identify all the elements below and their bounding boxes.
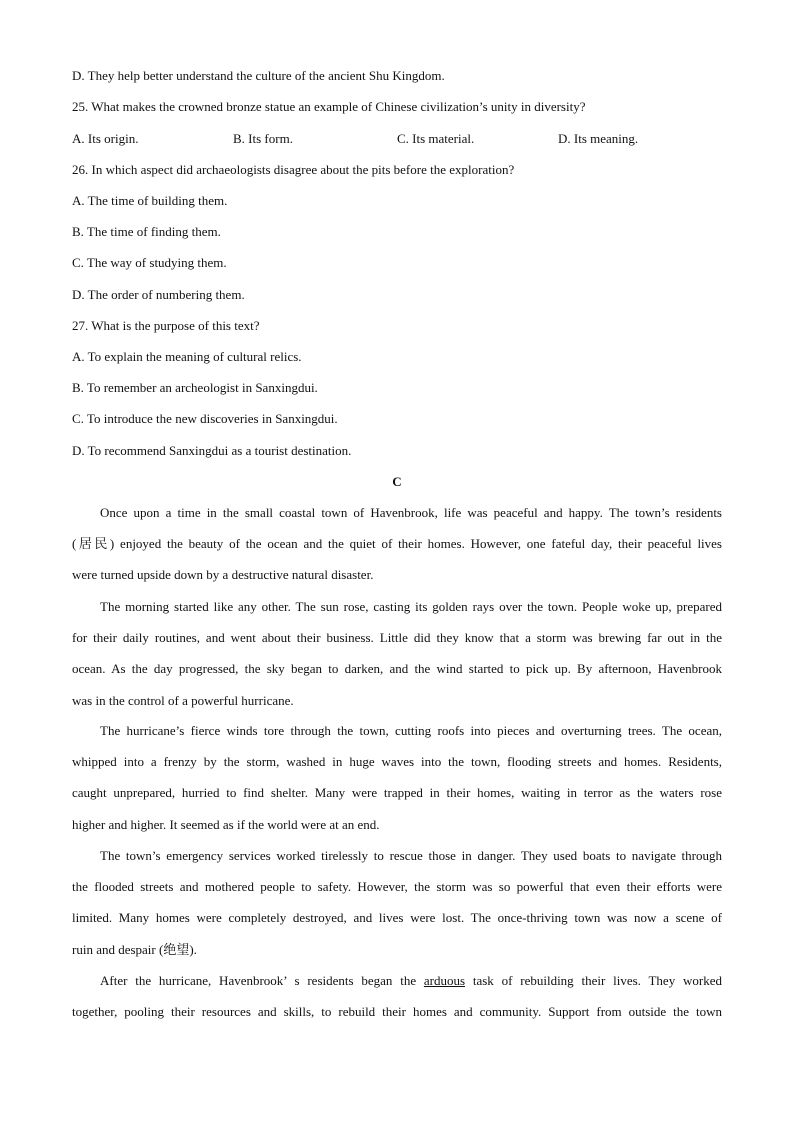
paragraph-line bbox=[72, 973, 722, 1004]
q27-option-c: C. To introduce the new discoveries in Sanxingdui. bbox=[72, 411, 338, 426]
paragraph-text: After the hurricane, Havenbrook’ s residents began the bbox=[100, 973, 424, 988]
q27-option-a: A. To explain the meaning of cultural relics. bbox=[72, 349, 302, 364]
paragraph-line: (居民) enjoyed the beauty of the ocean and the quiet of their homes. However, one fateful day, their peaceful lives bbox=[72, 536, 722, 552]
q26-option-b: B. The time of finding them. bbox=[72, 224, 221, 239]
q27-option-b: B. To remember an archeologist in Sanxingdui. bbox=[72, 380, 318, 395]
q26-stem: 26. In which aspect did archaeologists disagree about the pits before the exploration? bbox=[72, 162, 515, 177]
q25-option-d: D. Its meaning. bbox=[558, 131, 639, 146]
q26-option-d: D. The order of numbering them. bbox=[72, 287, 245, 302]
q26-option-a: A. The time of building them. bbox=[72, 193, 228, 208]
passage-c-paragraph-4 bbox=[72, 848, 722, 973]
passage-c-paragraph-2 bbox=[72, 599, 722, 724]
q25-stem: 25. What makes the crowned bronze statue an example of Chinese civilization’s unity in diversity? bbox=[72, 99, 586, 114]
passage-c-paragraph-1 bbox=[72, 505, 722, 599]
underlined-word: arduous bbox=[423, 973, 466, 988]
paragraph-text: task of rebuilding their lives. They worked bbox=[465, 973, 722, 988]
q25-options bbox=[72, 131, 722, 147]
paragraph-line: The town’s emergency services worked tirelessly to rescue those in danger. They used boats to navigate through bbox=[100, 848, 722, 863]
paragraph-line: higher and higher. It seemed as if the world were at an end. bbox=[72, 816, 380, 832]
paragraph-line: ruin and despair (绝望). bbox=[72, 941, 197, 957]
paragraph-line: Once upon a time in the small coastal town of Havenbrook, life was peaceful and happy. The town’s residents bbox=[100, 505, 722, 520]
paragraph-line: The morning started like any other. The sun rose, casting its golden rays over the town. People woke up, prepared bbox=[100, 599, 722, 614]
q27-stem: 27. What is the purpose of this text? bbox=[72, 318, 260, 333]
paragraph-line: whipped into a frenzy by the storm, washed in huge waves into the town, flooding streets and homes. Residents, bbox=[72, 754, 722, 770]
paragraph-line: the flooded streets and mothered people to safety. However, the storm was so powerful that even their efforts were bbox=[72, 879, 722, 895]
paragraph-line: caught unprepared, hurried to find shelter. Many were trapped in their homes, waiting in terror as the waters rose bbox=[72, 785, 722, 801]
q27-option-d: D. To recommend Sanxingdui as a tourist destination. bbox=[72, 443, 352, 458]
paragraph-line: The hurricane’s fierce winds tore through the town, cutting roofs into pieces and overturning trees. The ocean, bbox=[100, 723, 722, 738]
q25-option-c: C. Its material. bbox=[397, 131, 475, 146]
paragraph-line: together, pooling their resources and skills, to rebuild their homes and community. Support from outside the town bbox=[72, 1004, 722, 1020]
passage-c-paragraph-3 bbox=[72, 723, 722, 848]
paragraph-line: was in the control of a powerful hurricane. bbox=[72, 692, 294, 708]
q25-option-a: A. Its origin. bbox=[72, 131, 139, 146]
q25-option-b: B. Its form. bbox=[233, 131, 293, 146]
paragraph-line: were turned upside down by a destructive natural disaster. bbox=[72, 567, 374, 583]
paragraph-line: limited. Many homes were completely destroyed, and lives were lost. The once-thriving town was now a scene of bbox=[72, 910, 722, 926]
paragraph-line: for their daily routines, and went about their business. Little did they know that a storm was brewing far out in the bbox=[72, 630, 722, 646]
passage-c-paragraph-5 bbox=[72, 973, 722, 1035]
q24-option-d: D. They help better understand the culture of the ancient Shu Kingdom. bbox=[72, 68, 445, 83]
passage-c-heading: C bbox=[392, 474, 402, 489]
paragraph-line: ocean. As the day progressed, the sky began to darken, and the wind started to pick up. By afternoon, Havenbrook bbox=[72, 661, 722, 677]
q26-option-c: C. The way of studying them. bbox=[72, 255, 227, 270]
